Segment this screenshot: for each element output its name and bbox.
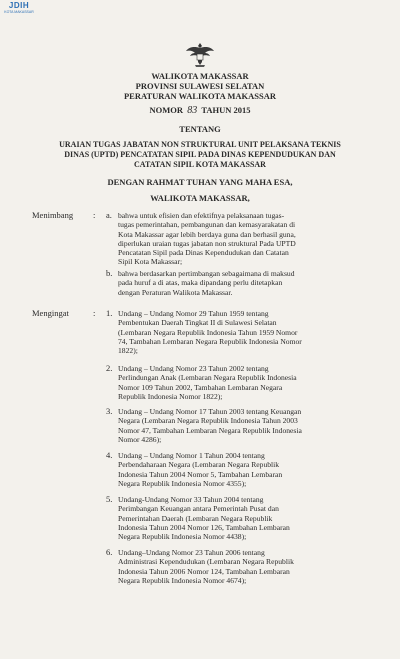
text-line: dengan Peraturan Walikota Makassar.: [118, 287, 233, 297]
mengingat-item-5: [118, 495, 358, 541]
text-line: Sipil Kota Makassar;: [118, 257, 183, 267]
text-line: Negara (Lembaran Negara Republik Indonesia Tahun 2003: [118, 416, 298, 426]
text-line: (Lembaran Negara Republik Indonesia Tahun 1959 Nomor: [118, 327, 298, 337]
list-marker: 2.: [106, 363, 113, 373]
text-line: tugas pemerintahan, pembangunan dan kemasyarakatan di: [118, 220, 296, 230]
nomor-label: NOMOR: [149, 105, 183, 115]
text-line: diperlukan uraian tugas jabatan non struktural Pada UPTD: [118, 238, 296, 248]
title-line: DINAS (UPTD) PENCATATAN SIPIL PADA DINAS KEPENDUDUKAN DAN: [64, 150, 336, 159]
list-marker: 6.: [106, 547, 113, 557]
list-marker: 3.: [106, 406, 113, 416]
list-marker: 1.: [106, 308, 113, 318]
text-line: Nomor 47, Tambahan Lembaran Negara Republik Indonesia: [118, 425, 302, 435]
header-walikota: WALIKOTA MAKASSAR: [151, 71, 249, 81]
stamp-logo-text: JDIH: [8, 1, 30, 10]
text-line: Perbendaharaan Negara (Lembaran Negara Republik: [118, 460, 280, 470]
header-peraturan: PERATURAN WALIKOTA MAKASSAR: [123, 91, 277, 101]
menimbang-label: Menimbang: [32, 210, 74, 220]
text-line: Negara Republik Indonesia Nomor 4438);: [118, 532, 247, 542]
text-line: Indonesia Tahun 2004 Nomor 5, Tambahan Lembaran: [118, 469, 283, 479]
list-marker: 4.: [106, 450, 113, 460]
garuda-emblem-icon: [185, 40, 215, 68]
title-line: URAIAN TUGAS JABATAN NON STRUKTURAL UNIT PELAKSANA TEKNIS: [59, 140, 341, 149]
mengingat-item-4: [118, 451, 358, 488]
mengingat-colon: :: [93, 308, 96, 318]
text-line: 1822);: [118, 346, 138, 356]
header-nomor: [0, 105, 400, 116]
text-line: bahwa berdasarkan pertimbangan sebagaimana di maksud: [118, 269, 295, 278]
text-line: Undang–Undang Nomor 23 Tahun 2006 tentang: [118, 548, 265, 557]
text-line: bahwa untuk efisien dan efektifnya pelaksanaan tugas-: [118, 211, 285, 220]
nomor-value: 83: [187, 105, 198, 116]
rahmat-line: DENGAN RAHMAT TUHAN YANG MAHA ESA,: [107, 177, 293, 187]
nomor-tahun: TAHUN 2015: [201, 105, 251, 115]
text-line: Undang – Undang Nomor 17 Tahun 2003 tentang Keuangan: [118, 407, 302, 416]
text-line: Undang-Undang Nomor 33 Tahun 2004 tentang: [118, 495, 264, 504]
mengingat-item-3: [118, 407, 358, 444]
text-line: Perimbangan Keuangan antara Pemerintah Pusat dan: [118, 504, 279, 514]
text-line: Undang – Undang Nomor 1 Tahun 2004 tentang: [118, 451, 265, 460]
walikota-line: WALIKOTA MAKASSAR,: [150, 193, 250, 203]
mengingat-label: Mengingat: [32, 308, 69, 318]
text-line: Indonesia Tahun 2004 Nomor 126, Tambahan Lembaran: [118, 522, 290, 532]
title-line: CATATAN SIPIL KOTA MAKASSAR: [134, 160, 266, 169]
text-line: Negara Republik Indonesia Nomor 4355);: [118, 478, 247, 488]
text-line: Administrasi Kependudukan (Lembaran Negara Republik: [118, 557, 294, 567]
text-line: Republik Indonesia Nomor 1822);: [118, 391, 223, 401]
regulation-title: [0, 140, 400, 170]
menimbang-item-b: [118, 269, 358, 297]
text-line: Indonesia Tahun 2006 Nomor 124, Tambahan Lembaran: [118, 566, 290, 576]
text-line: Undang – Undang Nomor 23 Tahun 2002 tentang: [118, 364, 269, 373]
menimbang-colon: :: [93, 210, 96, 220]
text-line: Perlindungan Anak (Lembaran Negara Republik Indonesia: [118, 373, 297, 383]
menimbang-item-a: [118, 211, 358, 267]
text-line: Negara Republik Indonesia Nomor 4674);: [118, 575, 247, 585]
text-line: Nomor 4286);: [118, 434, 162, 444]
text-line: Pencatatan Sipil pada Dinas Kependudukan dan Catatan: [118, 248, 289, 258]
list-marker: 5.: [106, 494, 113, 504]
text-line: Nomor 109 Tahun 2002, Tambahan Lembaran Negara: [118, 382, 283, 392]
stamp-subtitle: KOTA MAKASSAR: [4, 10, 34, 14]
mengingat-item-2: [118, 364, 358, 401]
tentang-heading: TENTANG: [179, 124, 221, 134]
header-provinsi: PROVINSI SULAWESI SELATAN: [135, 81, 265, 91]
mengingat-item-1: [118, 309, 358, 355]
text-line: Pembentukan Daerah Tingkat II di Sulawesi Selatan: [118, 318, 277, 328]
text-line: 74, Tambahan Lembaran Negara Republik Indonesia Nomor: [118, 336, 302, 346]
mengingat-item-6: [118, 548, 358, 585]
list-marker: b.: [106, 268, 113, 278]
text-line: Pemerintahan Daerah (Lembaran Negara Republik: [118, 513, 273, 523]
text-line: Kota Makassar agar lebih berdaya guna dan berhasil guna,: [118, 229, 296, 239]
text-line: Undang – Undang Nomor 29 Tahun 1959 tentang: [118, 309, 269, 318]
jdih-stamp: [4, 2, 34, 14]
list-marker: a.: [106, 210, 112, 220]
text-line: pada huruf a di atas, maka dipandang perlu ditetapkan: [118, 278, 283, 288]
